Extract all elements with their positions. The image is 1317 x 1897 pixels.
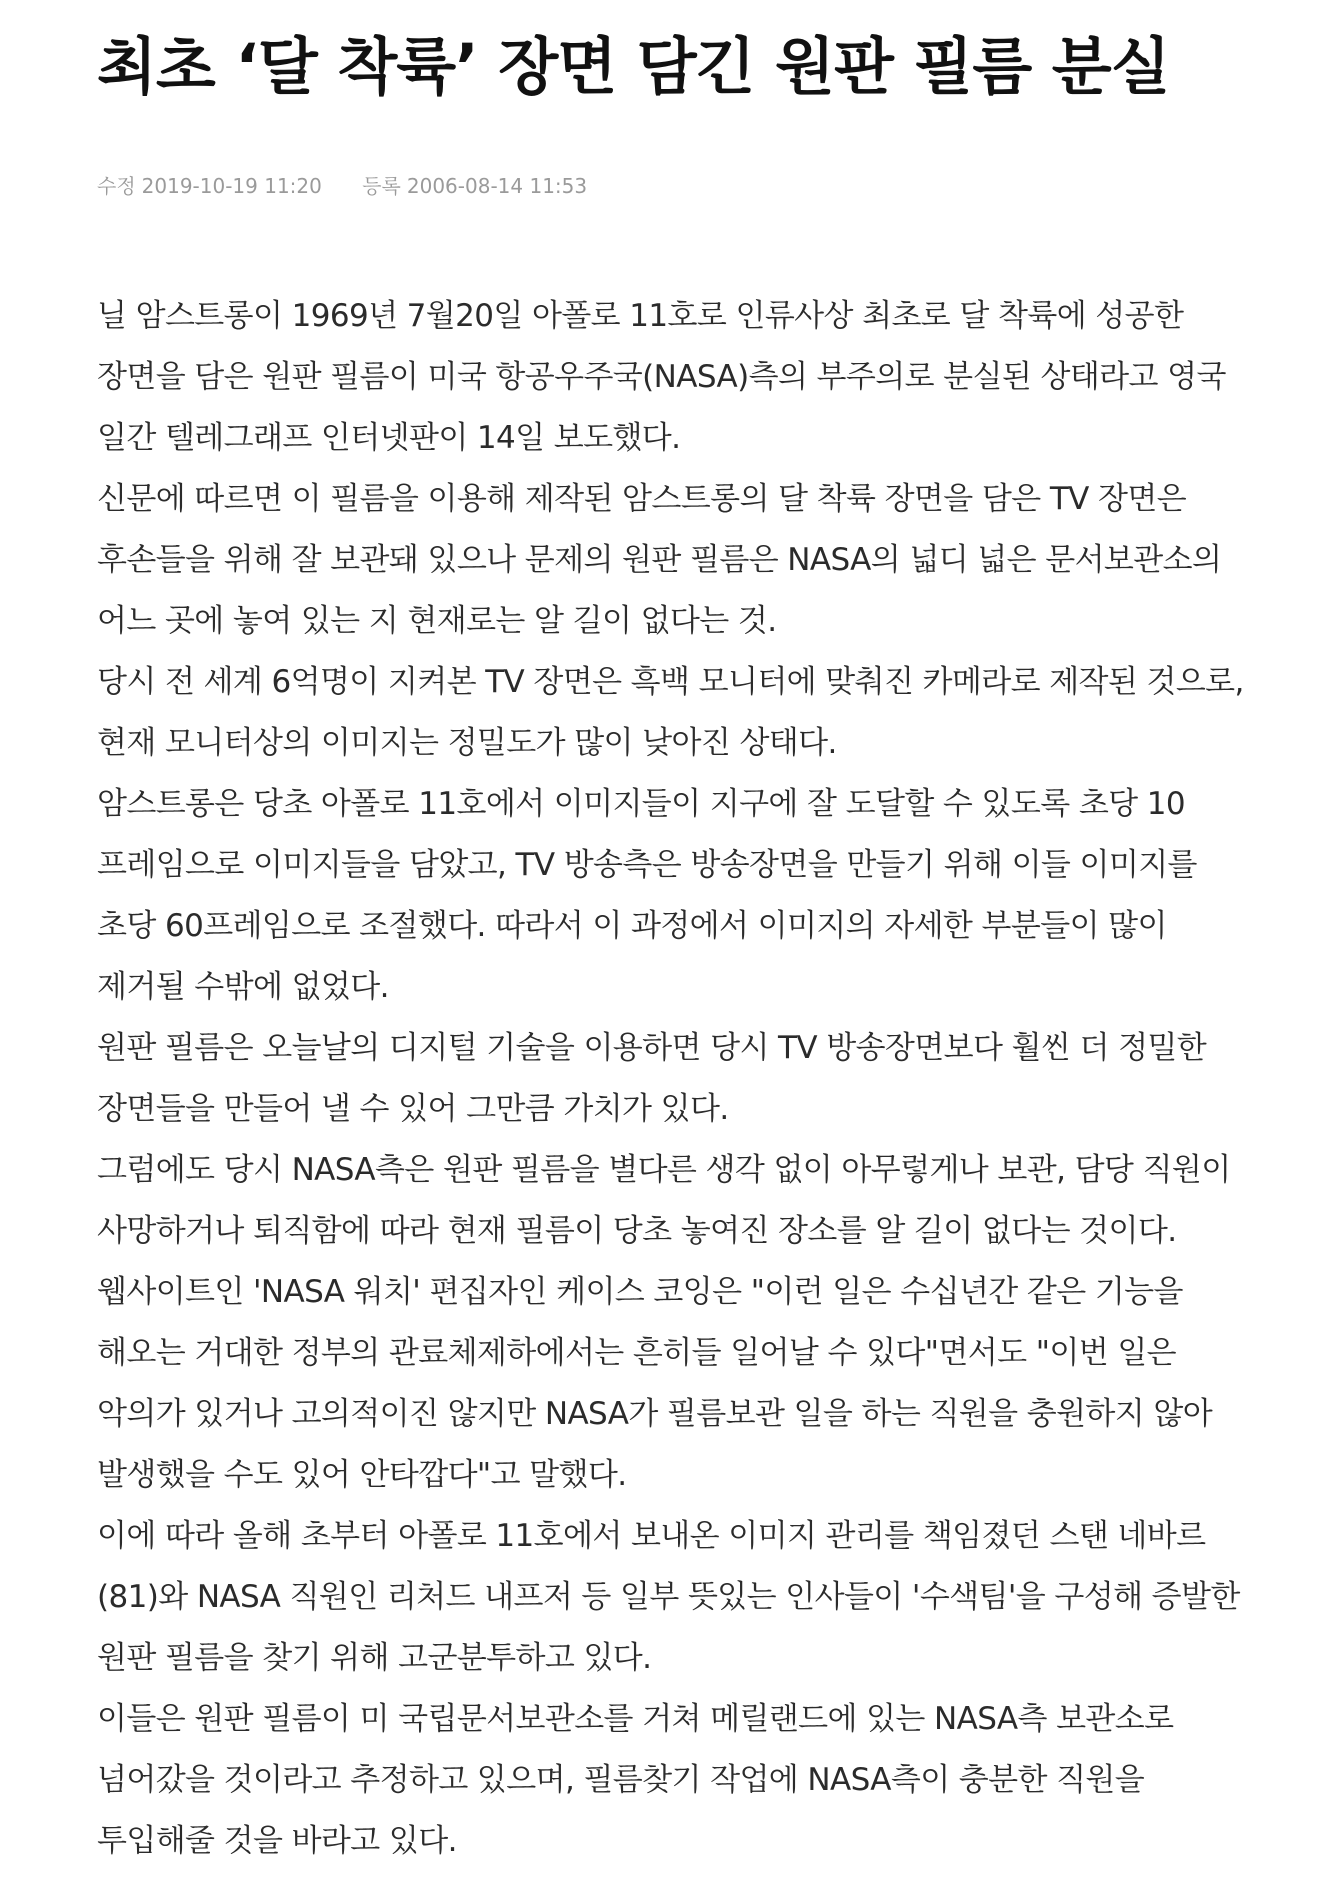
- article-paragraph: 웹사이트인 'NASA 워치' 편집자인 케이스 코잉은 "이런 일은 수십년간 같은 기능을 해오는 거대한 정부의 관료체제하에서는 흔히들 일어날 수 있다"면서도 "이번 일은 악의가 있거나 고의적이진 않지만 NASA가 필름보관 일을 하는 직원을 충원하지 않아 발생했을 수도 있어 안타깝다"고 말했다.: [97, 1274, 1213, 1493]
- modified-date: 2019-10-19 11:20: [141, 174, 322, 198]
- article-body: [97, 286, 1257, 1872]
- article-headline: 최초 ‘달 착륙’ 장면 담긴 원판 필름 분실: [97, 30, 1170, 103]
- article-paragraph: 그럼에도 당시 NASA측은 원판 필름을 별다른 생각 없이 아무렇게나 보관, 담당 직원이 사망하거나 퇴직함에 따라 현재 필름이 당초 놓여진 장소를 알 길이 없다는 것이다.: [97, 1152, 1231, 1249]
- registered-timestamp: [362, 172, 587, 200]
- article-paragraph: 원판 필름은 오늘날의 디지털 기술을 이용하면 당시 TV 방송장면보다 훨씬 더 정밀한 장면들을 만들어 낼 수 있어 그만큼 가치가 있다.: [97, 1030, 1207, 1127]
- article-paragraph: 이에 따라 올해 초부터 아폴로 11호에서 보내온 이미지 관리를 책임졌던 스탠 네바르(81)와 NASA 직원인 리처드 내프저 등 일부 뜻있는 인사들이 '수색팀'을 구성해 증발한 원판 필름을 찾기 위해 고군분투하고 있다.: [97, 1518, 1240, 1676]
- modified-timestamp: [97, 172, 322, 200]
- news-article: [97, 0, 1257, 1872]
- registered-date: 2006-08-14 11:53: [406, 174, 588, 198]
- article-meta: [97, 172, 1257, 200]
- registered-label: 등록: [362, 174, 401, 198]
- article-paragraph: 암스트롱은 당초 아폴로 11호에서 이미지들이 지구에 잘 도달할 수 있도록 초당 10 프레임으로 이미지들을 담았고, TV 방송측은 방송장면을 만들기 위해 이들 이미지를 초당 60프레임으로 조절했다. 따라서 이 과정에서 이미지의 자세한 부분들이 많이 제거될 수밖에 없었다.: [97, 786, 1197, 1005]
- article-paragraph: 이들은 원판 필름이 미 국립문서보관소를 거쳐 메릴랜드에 있는 NASA측 보관소로 넘어갔을 것이라고 추정하고 있으며, 필름찾기 작업에 NASA측이 충분한 직원을 투입해줄 것을 바라고 있다.: [97, 1701, 1174, 1859]
- modified-label: 수정: [97, 174, 136, 198]
- article-paragraph: 신문에 따르면 이 필름을 이용해 제작된 암스트롱의 달 착륙 장면을 담은 TV 장면은 후손들을 위해 잘 보관돼 있으나 문제의 원판 필름은 NASA의 넓디 넓은 문서보관소의 어느 곳에 놓여 있는 지 현재로는 알 길이 없다는 것.: [97, 481, 1222, 639]
- article-paragraph: 당시 전 세계 6억명이 지켜본 TV 장면은 흑백 모니터에 맞춰진 카메라로 제작된 것으로, 현재 모니터상의 이미지는 정밀도가 많이 낮아진 상태다.: [97, 664, 1244, 761]
- article-paragraph: 닐 암스트롱이 1969년 7월20일 아폴로 11호로 인류사상 최초로 달 착륙에 성공한 장면을 담은 원판 필름이 미국 항공우주국(NASA)측의 부주의로 분실된 상태라고 영국 일간 텔레그래프 인터넷판이 14일 보도했다.: [97, 298, 1226, 456]
